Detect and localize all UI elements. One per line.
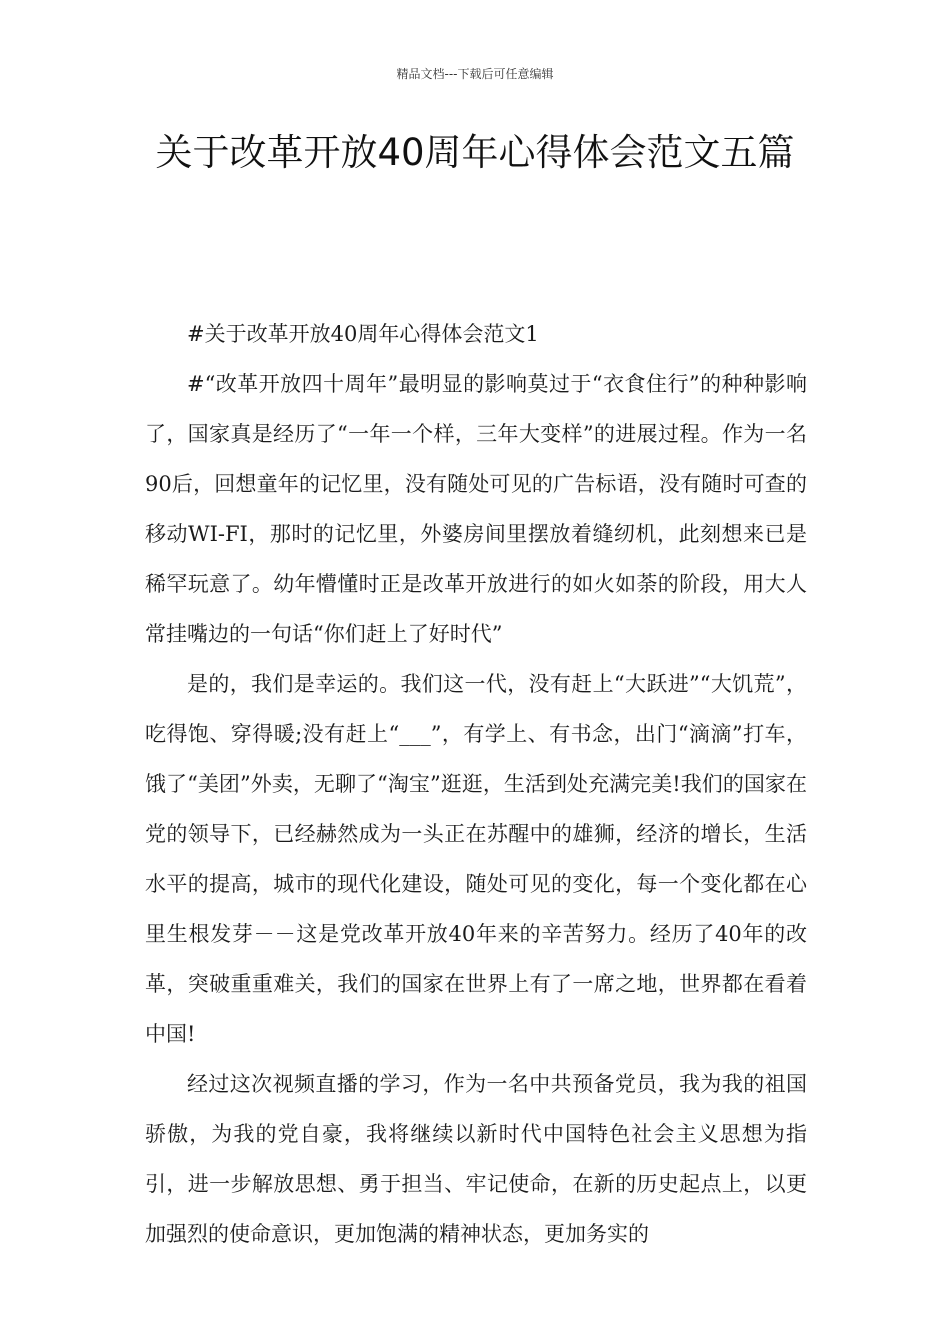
document-title: 关于改革开放40周年心得体会范文五篇 [155,131,795,174]
header-note: 精品文档---下载后可任意编辑 [396,67,554,81]
paragraph: 经过这次视频直播的学习，作为一名中共预备党员，我为我的祖国骄傲，为我的党自豪，我将继续以新时代中国特色社会主义思想为指引，进一步解放思想、勇于担当、牢记使命，在新的历史起点上，以更加强烈的使命意识，更加饱满的精神状态，更加务实的 [145,1072,807,1246]
paragraph: #“改革开放四十周年”最明显的影响莫过于“衣食住行”的种种影响了，国家真是经历了“一年一个样，三年大变样”的进展过程。作为一名90后，回想童年的记忆里，没有随处可见的广告标语，没有随时可查的移动WI-FI，那时的记忆里，外婆房间里摆放着缝纫机，此刻想来已是稀罕玩意了。幼年懵懂时正是改革开放进行的如火如荼的阶段，用大人常挂嘴边的一句话“你们赶上了好时代” [145,372,807,646]
paragraph: 是的，我们是幸运的。我们这一代，没有赶上“大跃进”“大饥荒”，吃得饱、穿得暖;没有赶上“___”，有学上、有书念，出门“滴滴”打车，饿了“美团”外卖，无聊了“淘宝”逛逛，生活到处充满完美!我们的国家在党的领导下，已经赫然成为一头正在苏醒中的雄狮，经济的增长，生活水平的提高，城市的现代化建设，随处可见的变化，每一个变化都在心里生根发芽－－这是党改革开放40年来的辛苦努力。经历了40年的改革，突破重重难关，我们的国家在世界上有了一席之地，世界都在看着中国! [145,672,807,1046]
document-body [145,309,807,1259]
paragraph-subheading: #关于改革开放40周年心得体会范文1 [187,322,539,346]
